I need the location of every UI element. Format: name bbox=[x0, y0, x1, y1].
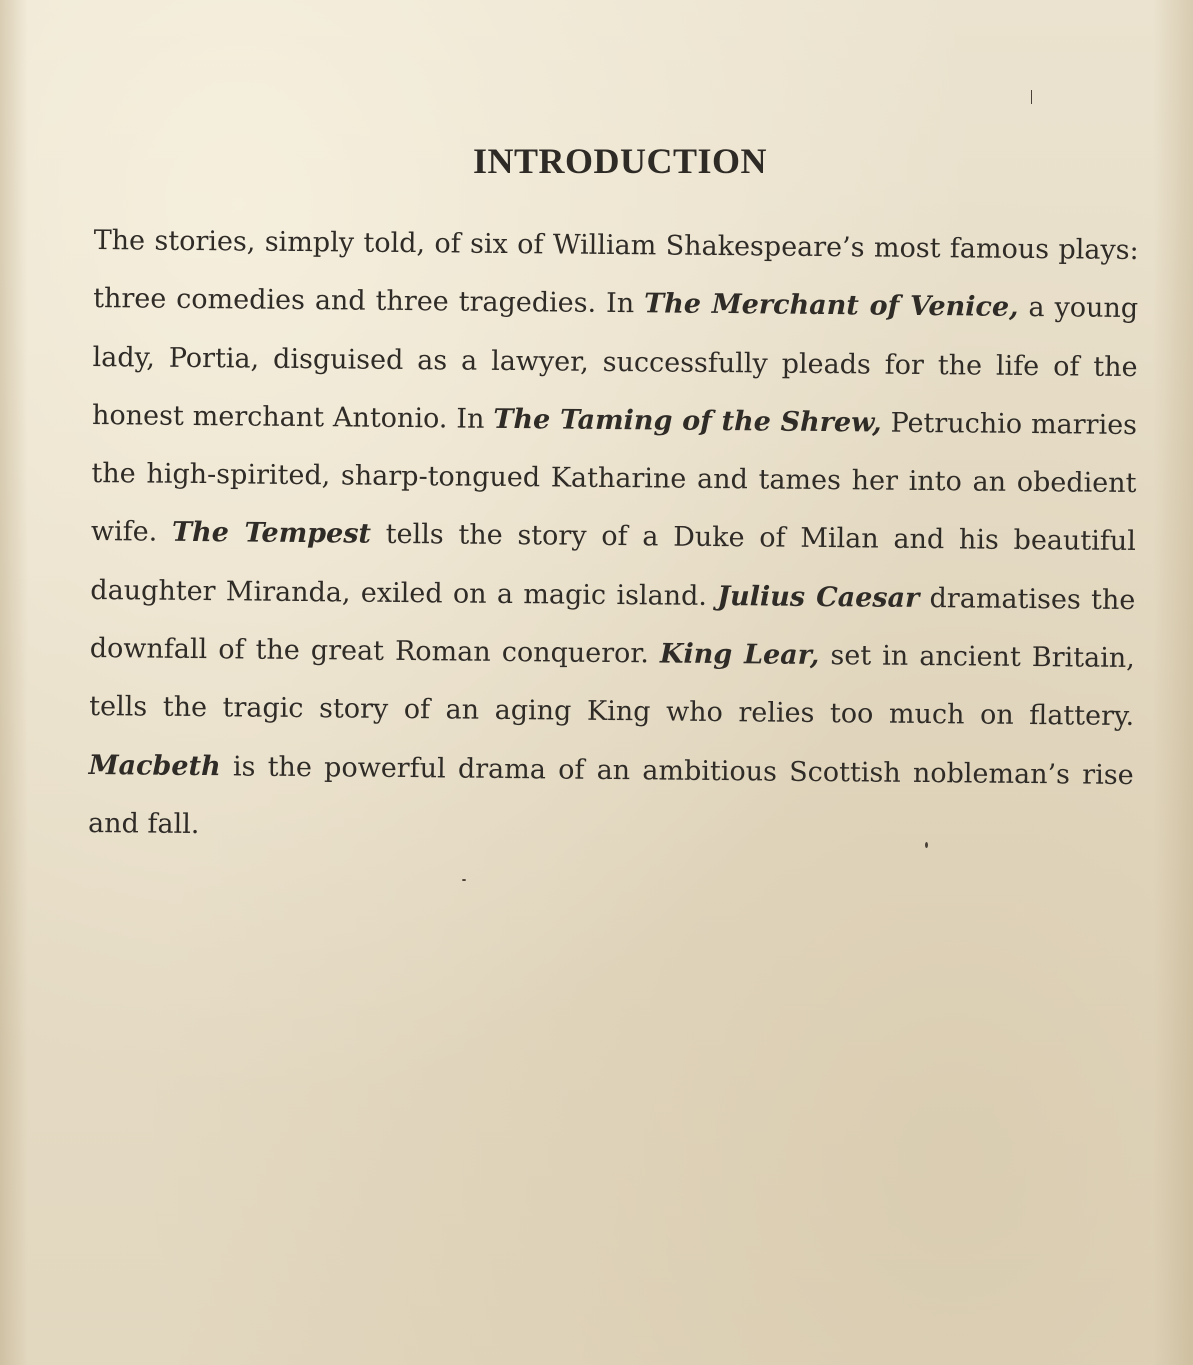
play-title: The Merchant of Venice, bbox=[643, 288, 1019, 324]
paragraph-segment: is the powerful drama of an ambitious Scottish nobleman’s rise and fall. bbox=[87, 750, 1134, 841]
play-title: King Lear, bbox=[659, 638, 820, 672]
play-title: The Tempest bbox=[171, 517, 372, 551]
ink-speck bbox=[462, 879, 466, 881]
introduction-paragraph bbox=[88, 212, 1139, 863]
ink-speck bbox=[925, 842, 928, 848]
paragraph-segment: dramatises the downfall of the great Roman conqueror. bbox=[89, 582, 1136, 670]
paragraph-segment: Petruchio marries the high-spirited, sharp-tongued Katharine and tames her into an obedient wife. bbox=[90, 407, 1138, 549]
page-title: INTRODUCTION bbox=[472, 141, 768, 181]
paragraph-segment: set in ancient Britain, tells the tragic story of an aging King who relies too much on flattery. bbox=[89, 640, 1135, 733]
ink-speck bbox=[1031, 90, 1032, 104]
paragraph-segment: a young lady, Portia, disguised as a lawyer, successfully pleads for the life of the honest merchant Antonio. In bbox=[91, 292, 1139, 435]
paragraph-segment: tells the story of a Duke of Milan and his beautiful daughter Miranda, exiled on a magic island. bbox=[90, 519, 1137, 612]
play-title: The Taming of the Shrew, bbox=[493, 403, 882, 439]
paragraph-segment: The stories, simply told, of six of William Shakespeare’s most famous plays: three comedies and three tragedies. In bbox=[93, 224, 1139, 320]
play-title: Macbeth bbox=[88, 749, 221, 782]
play-title: Julius Caesar bbox=[717, 580, 920, 614]
